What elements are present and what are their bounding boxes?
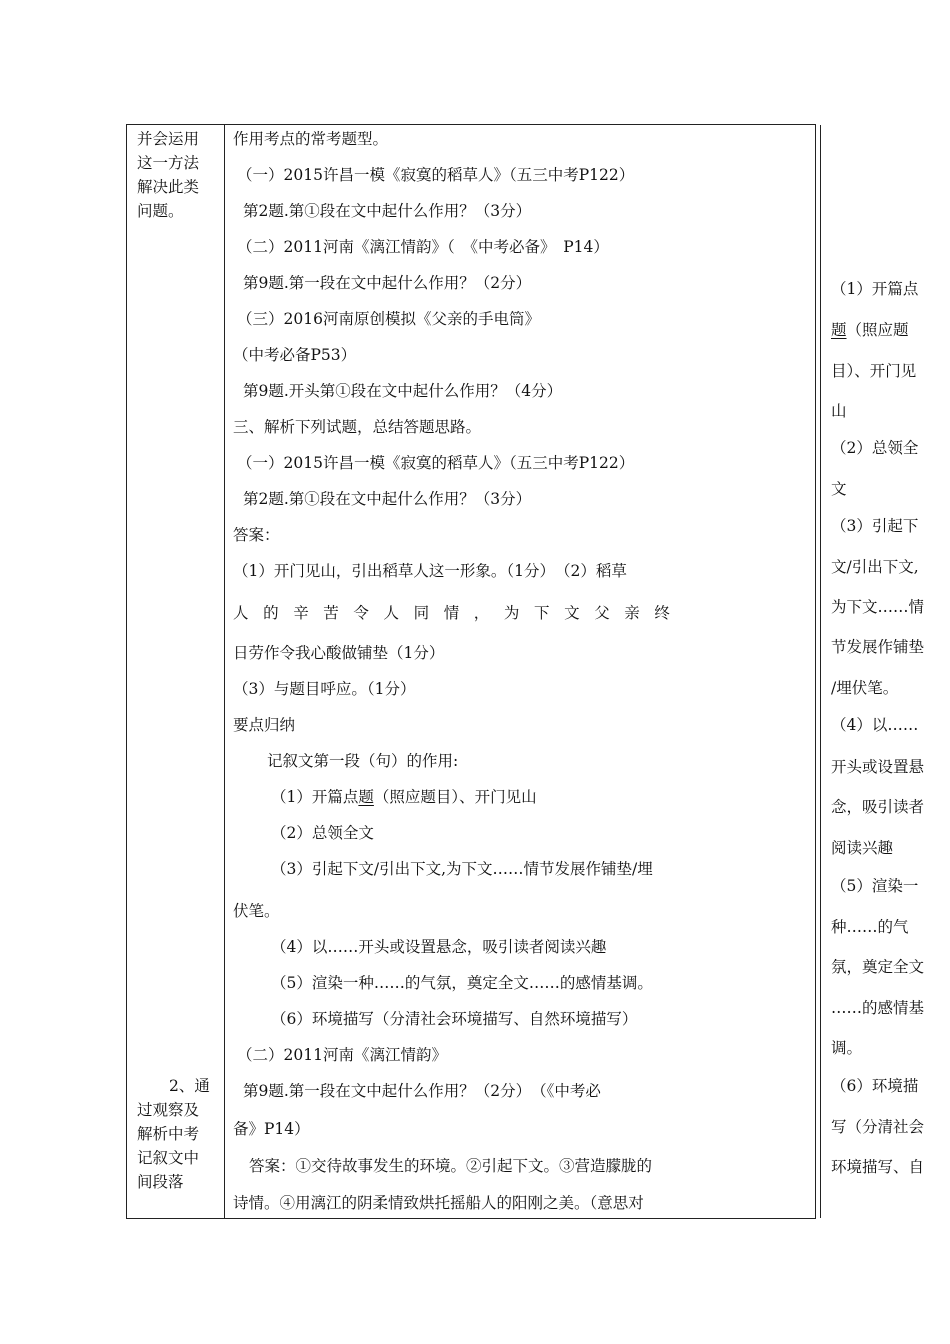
objective-line: 问题。 bbox=[137, 202, 184, 220]
objective-line: 解决此类 bbox=[137, 178, 200, 196]
note-line: 文 bbox=[831, 480, 847, 498]
content-line-text: 人的辛苦令人同情，为下文父亲终 bbox=[233, 604, 685, 622]
content-line bbox=[271, 787, 537, 807]
content-line: （3）引起下文/引出下文,为下文……情节发展作铺垫/埋 bbox=[271, 860, 653, 878]
note-line: （4）以…… bbox=[831, 716, 919, 734]
content-line-text: （照应题目）、开门见山 bbox=[373, 788, 537, 806]
note-line: 目）、开门见 bbox=[831, 362, 917, 380]
note-line: 为下文……情 bbox=[831, 598, 925, 616]
content-line: 记叙文第一段（句）的作用: bbox=[267, 752, 459, 770]
content-line: 诗情。④用漓江的阴柔情致烘托摇船人的阳刚之美。（意思对 bbox=[233, 1194, 644, 1212]
answer-label: 答案： bbox=[233, 526, 280, 544]
content-line: （5）渲染一种……的气氛，奠定全文……的感情基调。 bbox=[271, 974, 653, 992]
note-line: 文/引出下文, bbox=[831, 558, 919, 576]
content-line: 作用考点的常考题型。 bbox=[233, 130, 389, 148]
note-line: 念，吸引读者 bbox=[831, 798, 925, 816]
content-line: （4）以……开头或设置悬念，吸引读者阅读兴趣 bbox=[271, 938, 607, 956]
note-line: （2）总领全 bbox=[831, 439, 919, 457]
underlined-text: 题 bbox=[831, 321, 847, 339]
content-line: 第2题.第①段在文中起什么作用？（3分） bbox=[243, 202, 532, 220]
note-line: 开头或设置悬 bbox=[831, 758, 925, 776]
note-line: 环境描写、自 bbox=[831, 1158, 925, 1176]
content-line-text: （1）开篇点 bbox=[271, 788, 359, 806]
objective-line: 间段落 bbox=[137, 1173, 184, 1191]
note-line: 节发展作铺垫 bbox=[831, 638, 925, 656]
content-line: 第9题.第一段在文中起什么作用？（2分） （《中考必 bbox=[243, 1082, 601, 1100]
objectives-column bbox=[127, 125, 225, 1218]
content-line: （1）开门见山，引出稻草人这一形象。（1分） （2）稻草 bbox=[233, 562, 627, 580]
content-line: （二）2011河南《漓江情韵》（ 《中考必备》 P14） bbox=[237, 238, 609, 256]
objective-line: 2、通 bbox=[169, 1077, 210, 1095]
note-line: （1）开篇点 bbox=[831, 280, 919, 298]
content-line: （一）2015许昌一模《寂寞的稻草人》（五三中考P122） bbox=[237, 166, 635, 184]
content-column bbox=[225, 125, 821, 1218]
content-line: 第9题.第一段在文中起什么作用？（2分） bbox=[243, 274, 532, 292]
underlined-text: 题 bbox=[358, 788, 374, 806]
note-line: 调。 bbox=[831, 1039, 863, 1057]
note-line: /埋伏笔。 bbox=[831, 679, 899, 697]
content-line: 第2题.第①段在文中起什么作用？（3分） bbox=[243, 490, 532, 508]
content-line: （一）2015许昌一模《寂寞的稻草人》（五三中考P122） bbox=[237, 454, 635, 472]
content-line: 答案：①交待故事发生的环境。②引起下文。③营造朦胧的 bbox=[249, 1157, 653, 1175]
objective-line: 并会运用 bbox=[137, 130, 200, 148]
note-line: 山 bbox=[831, 402, 847, 420]
objective-line: 记叙文中 bbox=[137, 1149, 200, 1167]
note-line: 氛，奠定全文 bbox=[831, 958, 925, 976]
note-line bbox=[831, 320, 909, 340]
content-line: （中考必备P53） bbox=[233, 346, 357, 364]
lesson-plan-table bbox=[126, 124, 925, 1219]
content-line: 伏笔。 bbox=[233, 902, 280, 920]
note-line: （6）环境描 bbox=[831, 1077, 919, 1095]
content-line: 日劳作令我心酸做铺垫（1分） bbox=[233, 644, 445, 662]
note-line: 种……的气 bbox=[831, 918, 909, 936]
objective-line: 这一方法 bbox=[137, 154, 200, 172]
content-line: （3）与题目呼应。（1分） bbox=[233, 680, 416, 698]
objective-line: 解析中考 bbox=[137, 1125, 200, 1143]
objective-line: 过观察及 bbox=[137, 1101, 200, 1119]
content-line-justified bbox=[233, 603, 811, 623]
content-line: （2）总领全文 bbox=[271, 824, 374, 842]
content-line: （三）2016河南原创模拟《父亲的手电筒》 bbox=[237, 310, 540, 328]
note-line-text: （照应题 bbox=[846, 321, 909, 339]
note-line: 写（分清社会 bbox=[831, 1118, 925, 1136]
summary-heading: 要点归纳 bbox=[233, 716, 296, 734]
content-line: （二）2011河南《漓江情韵》 bbox=[237, 1046, 447, 1064]
content-line: 第9题.开头第①段在文中起什么作用？（4分） bbox=[243, 382, 563, 400]
note-line: ……的感情基 bbox=[831, 999, 925, 1017]
note-line: （5）渲染一 bbox=[831, 877, 919, 895]
note-line: 阅读兴趣 bbox=[831, 839, 894, 857]
content-line: （6）环境描写（分清社会环境描写、自然环境描写） bbox=[271, 1010, 638, 1028]
note-line: （3）引起下 bbox=[831, 517, 919, 535]
section-heading: 三、解析下列试题，总结答题思路。 bbox=[233, 418, 482, 436]
content-line: 备》P14） bbox=[233, 1120, 310, 1138]
